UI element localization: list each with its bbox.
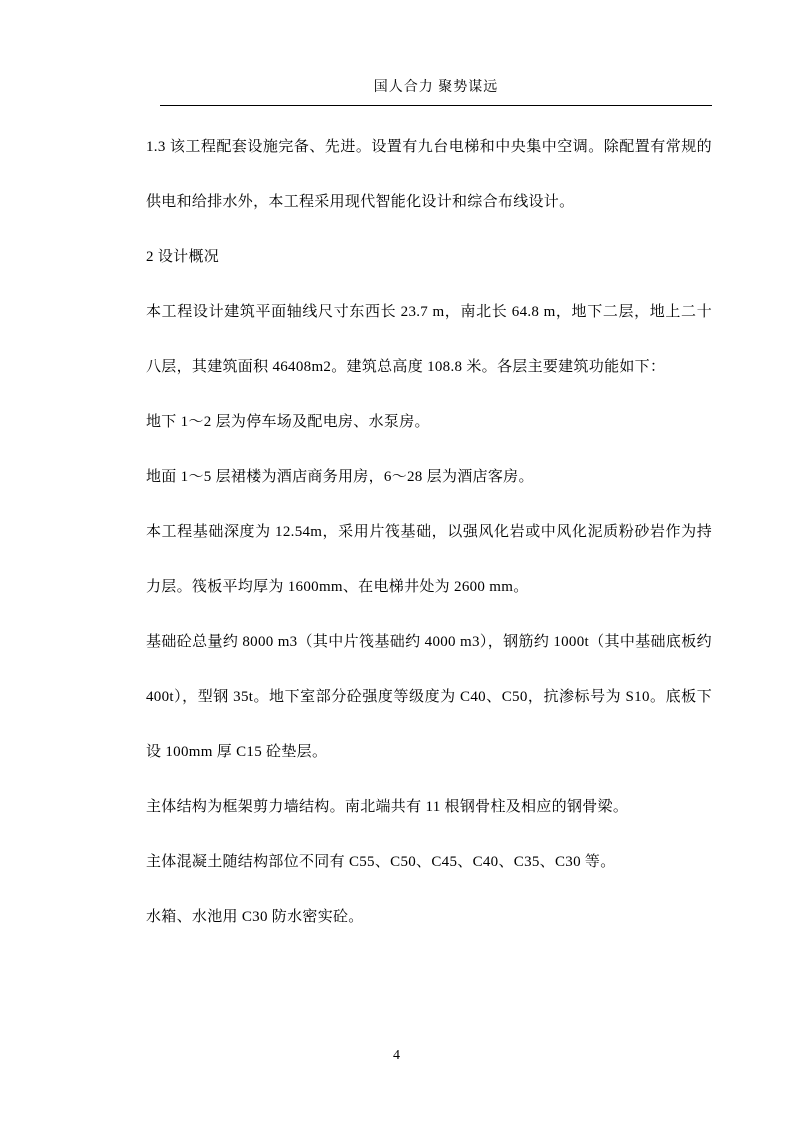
paragraph: 2 设计概况 — [146, 249, 220, 265]
page-footer — [0, 1048, 793, 1064]
paragraph: 本工程设计建筑平面轴线尺寸东西长 23.7 m，南北长 64.8 m，地下二层，地上二十八层，其建筑面积 46408m2。建筑总高度 108.8 米。各层主要建筑功能如下： — [146, 304, 712, 375]
page-number: 4 — [393, 1048, 400, 1063]
page-header-title: 国人合力 聚势谋远 — [373, 80, 499, 95]
paragraph: 本工程基础深度为 12.54m，采用片筏基础，以强风化岩或中风化泥质粉砂岩作为持力层。筏板平均厚为 1600mm、在电梯井处为 2600 mm。 — [146, 524, 712, 595]
page-header — [160, 76, 712, 106]
paragraph: 地面 1～5 层裙楼为酒店商务用房，6～28 层为酒店客房。 — [146, 469, 534, 485]
paragraph: 地下 1～2 层为停车场及配电房、水泵房。 — [146, 414, 430, 430]
paragraph: 主体结构为框架剪力墙结构。南北端共有 11 根钢骨柱及相应的钢骨梁。 — [146, 799, 629, 815]
paragraph: 1.3 该工程配套设施完备、先进。设置有九台电梯和中央集中空调。除配置有常规的供电和给排水外，本工程采用现代智能化设计和综合布线设计。 — [146, 139, 712, 210]
paragraph: 主体混凝土随结构部位不同有 C55、C50、C45、C40、C35、C30 等。 — [146, 854, 616, 870]
paragraph: 水箱、水池用 C30 防水密实砼。 — [146, 909, 364, 925]
document-body — [146, 120, 712, 945]
paragraph: 基础砼总量约 8000 m3（其中片筏基础约 4000 m3），钢筋约 1000t（其中基础底板约 400t），型钢 35t。地下室部分砼强度等级度为 C40、C50，抗渗标号为 S10。底板下设 100mm 厚 C15 砼垫层。 — [146, 634, 712, 760]
